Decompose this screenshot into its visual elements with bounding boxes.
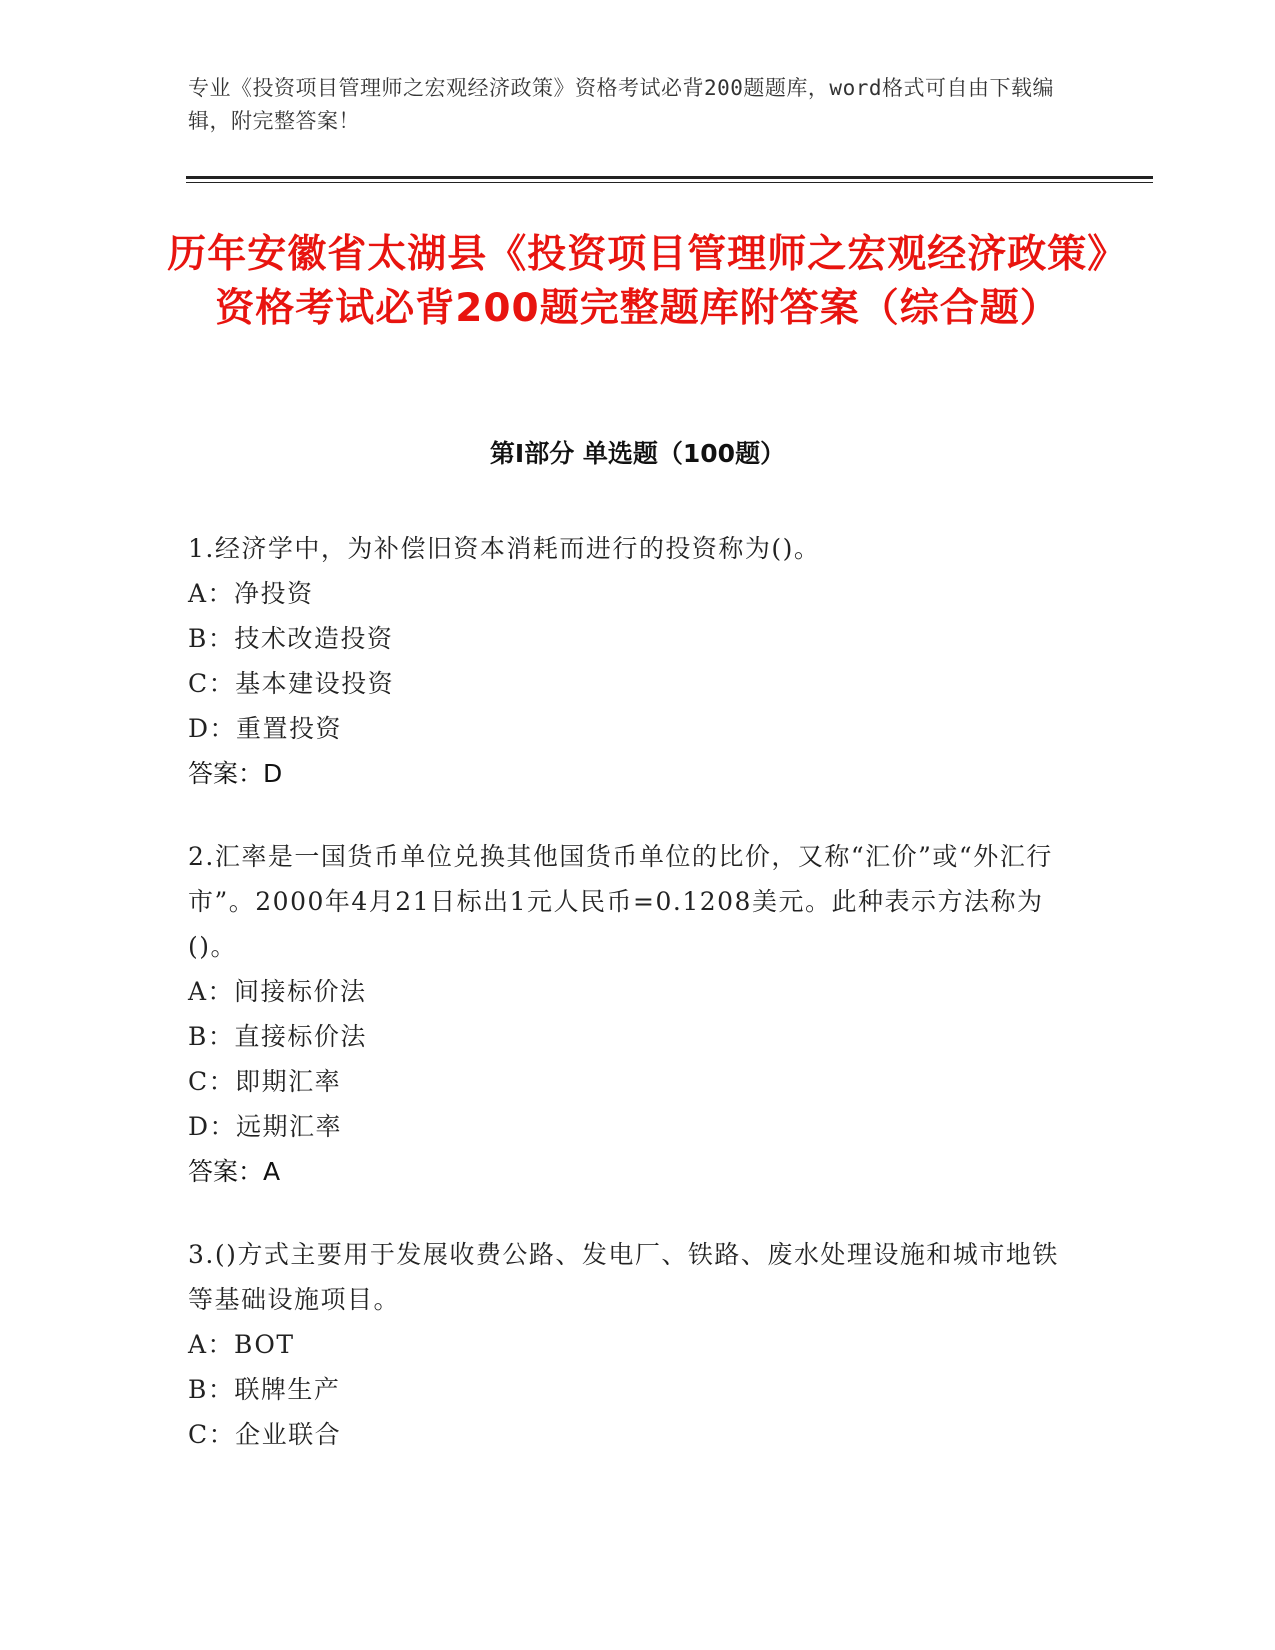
question-1	[188, 526, 1078, 796]
option-b: B：技术改造投资	[188, 624, 394, 653]
answer-line: 答案：A	[188, 1157, 281, 1186]
option-a: A：净投资	[188, 579, 314, 608]
option-b: B：联牌生产	[188, 1375, 341, 1404]
option-c: C：基本建设投资	[188, 669, 395, 698]
option-d: D：远期汇率	[188, 1112, 343, 1141]
document-title: 历年安徽省太湖县《投资项目管理师之宏观经济政策》资格考试必背200题完整题库附答案（综合题）	[167, 232, 1108, 331]
option-a: A：间接标价法	[188, 977, 367, 1006]
header-note: 专业《投资项目管理师之宏观经济政策》资格考试必背200题题库，word格式可自由下载编辑，附完整答案！	[188, 76, 1054, 133]
question-3	[188, 1232, 1078, 1457]
option-d: D：重置投资	[188, 714, 343, 743]
question-2	[188, 834, 1078, 1194]
option-c: C：企业联合	[188, 1420, 342, 1449]
option-a: A：BOT	[188, 1330, 295, 1359]
question-list	[188, 526, 1078, 1495]
section-title: 第Ⅰ部分 单选题（100题）	[489, 439, 786, 468]
question-stem: 1.经济学中，为补偿旧资本消耗而进行的投资称为()。	[188, 534, 821, 563]
question-stem: 2.汇率是一国货币单位兑换其他国货币单位的比价，又称“汇价”或“外汇行市”。2000年4月21日标出1元人民币=0.1208美元。此种表示方法称为()。	[188, 842, 1053, 961]
header-divider-thin	[186, 182, 1153, 183]
question-stem: 3.()方式主要用于发展收费公路、发电厂、铁路、废水处理设施和城市地铁等基础设施项目。	[188, 1240, 1059, 1314]
header-divider-thick	[186, 176, 1153, 179]
option-b: B：直接标价法	[188, 1022, 367, 1051]
answer-line: 答案：D	[188, 759, 283, 788]
option-c: C：即期汇率	[188, 1067, 342, 1096]
